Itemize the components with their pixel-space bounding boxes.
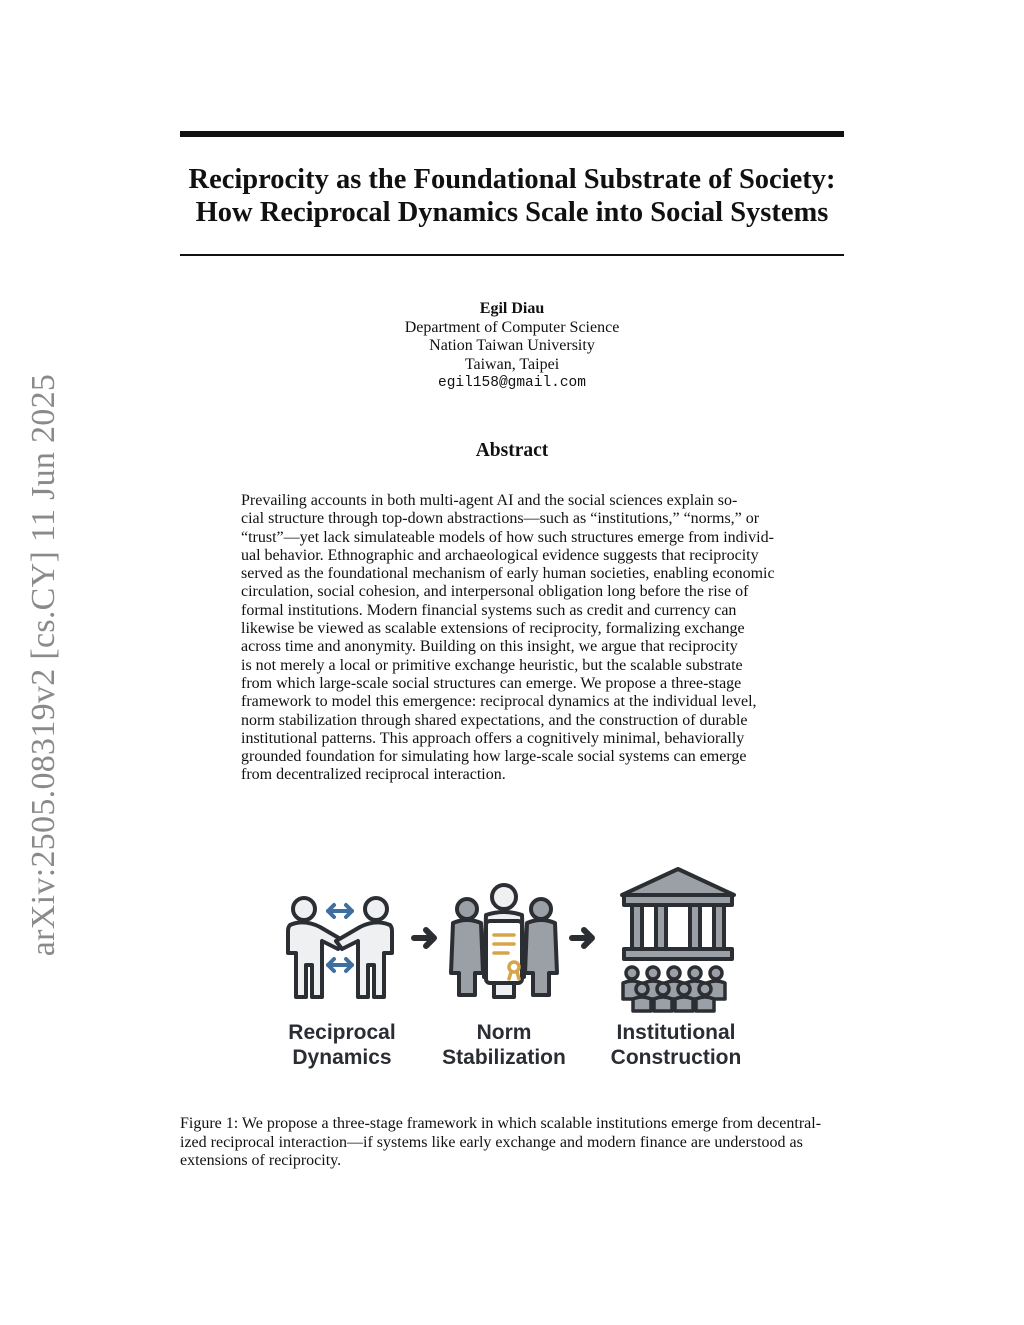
stage-label-line: Construction xyxy=(610,1046,742,1069)
author-department: Department of Computer Science xyxy=(404,318,620,336)
abstract-line: formal institutions. Modern financial systems such as credit and currency can xyxy=(241,601,737,619)
abstract-line: served as the foundational mechanism of early human societies, enabling economic xyxy=(241,565,775,583)
stage-label-line: Stabilization xyxy=(442,1046,566,1069)
abstract-line: likewise be viewed as scalable extensions of reciprocity, formalizing exchange xyxy=(241,620,745,638)
author-university: Nation Taiwan University xyxy=(429,337,595,354)
paper-title-line-2: How Reciprocal Dynamics Scale into Social Systems xyxy=(195,197,829,228)
abstract-line: from decentralized reciprocal interaction. xyxy=(241,766,506,784)
abstract-heading: Abstract xyxy=(475,440,549,461)
abstract-body xyxy=(241,492,784,785)
abstract-line: Prevailing accounts in both multi-agent AI and the social sciences explain so- xyxy=(241,492,738,509)
abstract-line: ual behavior. Ethnographic and archaeological evidence suggests that reciprocity xyxy=(241,546,759,564)
author-email: egil158@gmail.com xyxy=(438,375,586,391)
stage-label-reciprocal-dynamics xyxy=(270,1020,414,1070)
caption-line: extensions of reciprocity. xyxy=(180,1152,342,1169)
stage-label-norm-stabilization xyxy=(430,1020,578,1070)
arxiv-identifier-stamp: arXiv:2505.08319v2 [cs.CY] 11 Jun 2025 xyxy=(25,373,62,957)
abstract-line: norm stabilization through shared expectations, and the construction of durable xyxy=(241,711,748,729)
figure-1-caption xyxy=(180,1115,844,1171)
crowd-people-icon xyxy=(623,967,725,1011)
stage-label-line: Institutional xyxy=(616,1021,736,1044)
framework-illustration xyxy=(280,865,750,1015)
stage-label-line: Reciprocal xyxy=(288,1021,396,1044)
stage-label-institutional-construction xyxy=(598,1020,754,1070)
institution-building-icon xyxy=(622,869,734,959)
caption-line: Figure 1: We propose a three-stage framework in which scalable institutions emerge from decentral- xyxy=(180,1115,822,1132)
stage-label-line: Norm xyxy=(476,1021,532,1044)
author-block xyxy=(300,300,724,393)
abstract-line: cial structure through top-down abstractions—such as “institutions,” “norms,” or xyxy=(241,510,760,528)
abstract-line: across time and anonymity. Building on this insight, we argue that reciprocity xyxy=(241,638,738,656)
caption-line: ized reciprocal interaction—if systems like early exchange and modern finance are understood as xyxy=(180,1133,803,1151)
author-location: Taiwan, Taipei xyxy=(464,355,560,373)
paper-title-line-1: Reciprocity as the Foundational Substrate of Society: xyxy=(188,164,836,195)
title-top-rule xyxy=(180,131,844,137)
abstract-line: framework to model this emergence: reciprocal dynamics at the individual level, xyxy=(241,693,757,711)
arrow-right-icon xyxy=(414,930,434,946)
stage-label-line: Dynamics xyxy=(292,1046,392,1069)
author-name: Egil Diau xyxy=(479,300,545,317)
abstract-line: is not merely a local or primitive exchange heuristic, but the scalable substrate xyxy=(241,656,743,674)
paper-title xyxy=(180,163,844,229)
arrow-right-icon xyxy=(572,930,592,946)
abstract-line: from which large-scale social structures can emerge. We propose a three-stage xyxy=(241,674,742,692)
abstract-line: institutional patterns. This approach offers a cognitively minimal, behaviorally xyxy=(241,729,745,747)
abstract-line: “trust”—yet lack simulateable models of how such structures emerge from individ- xyxy=(241,528,774,546)
title-bottom-rule xyxy=(180,254,844,256)
figure-1-framework-diagram xyxy=(280,865,750,1080)
abstract-line: grounded foundation for simulating how large-scale social systems can emerge xyxy=(241,748,747,766)
group-norm-document-icon xyxy=(451,885,557,997)
abstract-line: circulation, social cohesion, and interpersonal obligation long before the rise of xyxy=(241,583,749,601)
